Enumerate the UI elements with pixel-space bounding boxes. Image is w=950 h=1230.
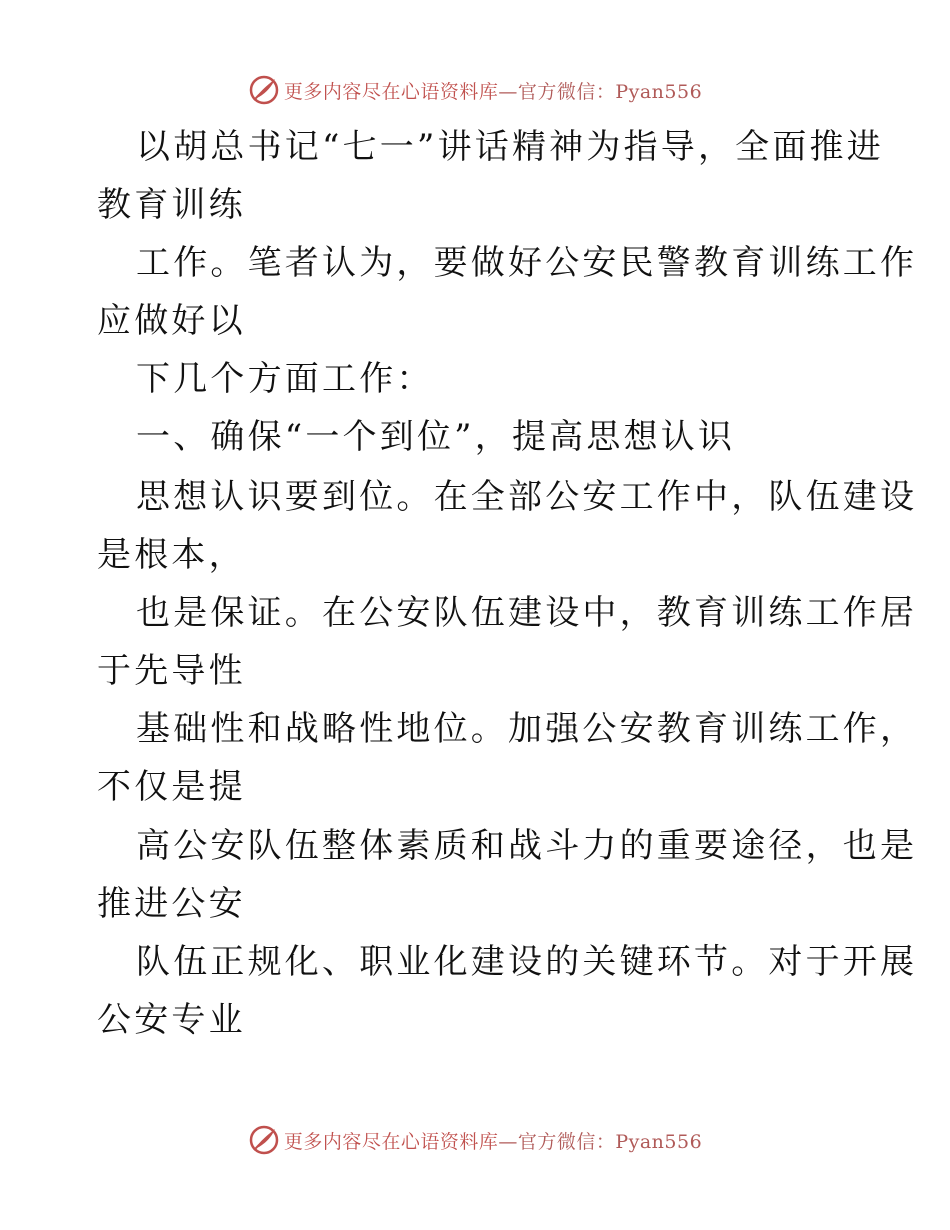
footer-banner-text	[284, 1127, 702, 1154]
paragraph-line: 是根本，	[97, 535, 246, 575]
section-heading: 一、确保“一个到位”，提高思想认识	[136, 417, 736, 457]
paragraph-line: 不仅是提	[97, 767, 246, 807]
paragraph-line: 也是保证。在公安队伍建设中，教育训练工作居	[136, 593, 918, 633]
paragraph-line: 于先导性	[97, 651, 246, 691]
paragraph-line: 下几个方面工作：	[136, 359, 434, 399]
paragraph-line: 工作。笔者认为，要做好公安民警教育训练工作	[136, 243, 918, 283]
footer-banner-wechat: —官方微信：Pyan556	[498, 1130, 703, 1153]
paragraph-line: 推进公安	[97, 884, 246, 924]
paragraph-line: 以胡总书记“七一”讲话精神为指导，全面推进	[136, 127, 884, 167]
footer-banner-title: 更多内容尽在心语资料库	[283, 1130, 499, 1153]
footer-banner	[0, 1120, 950, 1160]
quill-logo-icon	[248, 1124, 280, 1156]
paragraph-line: 基础性和战略性地位。加强公安教育训练工作，	[136, 709, 918, 749]
header-banner-wechat: —官方微信：Pyan556	[498, 80, 703, 103]
header-banner-title: 更多内容尽在心语资料库	[283, 80, 499, 103]
paragraph-line: 队伍正规化、职业化建设的关键环节。对于开展	[136, 942, 918, 982]
paragraph-line: 高公安队伍整体素质和战斗力的重要途径，也是	[136, 826, 918, 866]
paragraph-line: 教育训练	[97, 185, 246, 225]
paragraph-line: 思想认识要到位。在全部公安工作中，队伍建设	[136, 477, 918, 517]
paragraph-line: 公安专业	[97, 1000, 246, 1040]
paragraph-line: 应做好以	[97, 301, 246, 341]
